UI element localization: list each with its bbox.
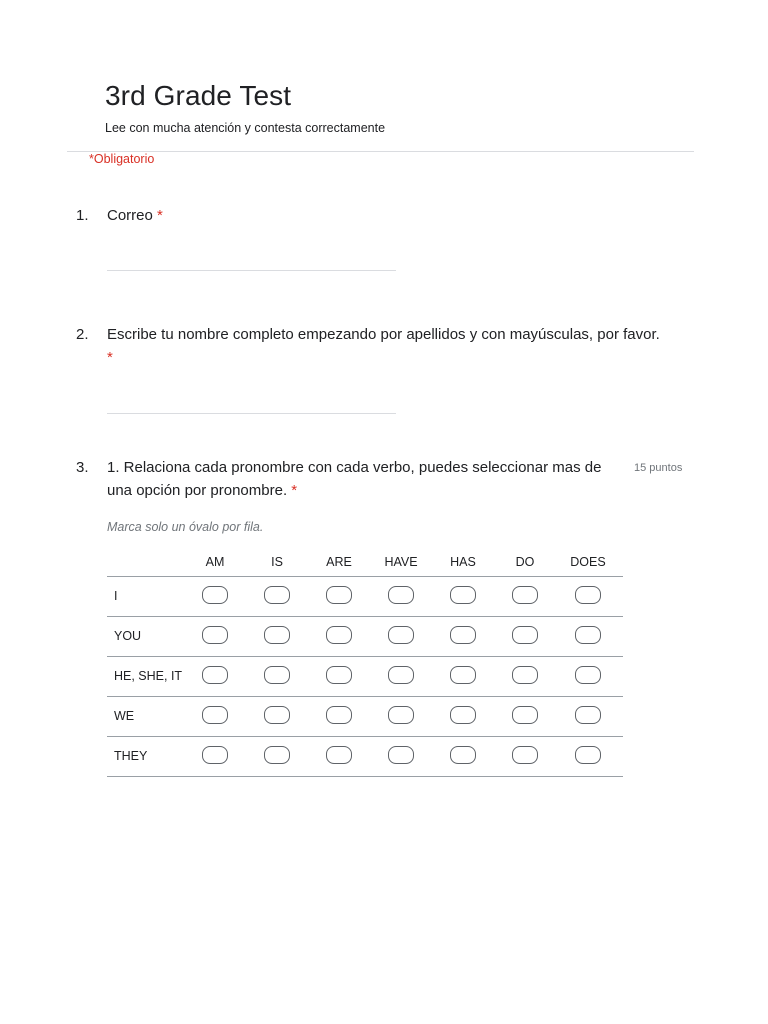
required-note: *Obligatorio (89, 152, 155, 166)
form-description: Lee con mucha atención y contesta correctamente (105, 121, 386, 135)
radio-oval[interactable] (575, 706, 601, 724)
radio-oval[interactable] (264, 666, 290, 684)
question-1-required-mark: * (157, 207, 163, 224)
full-name-answer-line[interactable] (107, 413, 396, 414)
radio-oval[interactable] (450, 706, 476, 724)
grid-row-you (107, 617, 623, 657)
column-header: DO (515, 555, 535, 569)
radio-oval[interactable] (326, 706, 352, 724)
column-header: HAVE (384, 555, 418, 569)
radio-oval[interactable] (388, 706, 414, 724)
radio-oval[interactable] (264, 626, 290, 644)
question-3-number: 3. (76, 459, 89, 476)
question-2-number: 2. (76, 326, 89, 343)
radio-oval[interactable] (388, 626, 414, 644)
question-1-label: Correo (107, 207, 153, 224)
row-label: I (114, 589, 118, 603)
radio-oval[interactable] (264, 706, 290, 724)
radio-oval[interactable] (264, 586, 290, 604)
radio-oval[interactable] (388, 746, 414, 764)
question-2-required-mark: * (107, 349, 113, 366)
radio-oval[interactable] (264, 746, 290, 764)
radio-oval[interactable] (202, 626, 228, 644)
radio-oval[interactable] (575, 746, 601, 764)
column-header: IS (271, 555, 283, 569)
row-label: WE (114, 709, 135, 723)
question-3-text (107, 456, 622, 502)
form-title: 3rd Grade Test (105, 80, 292, 111)
question-3-points: 15 puntos (634, 462, 683, 474)
radio-oval[interactable] (512, 626, 538, 644)
radio-oval[interactable] (450, 626, 476, 644)
radio-oval[interactable] (388, 666, 414, 684)
radio-oval[interactable] (450, 666, 476, 684)
row-label: YOU (114, 629, 142, 643)
question-3-label: 1. Relaciona cada pronombre con cada verbo, puedes seleccionar mas de una opción por pronombre. (107, 459, 602, 499)
column-header: DOES (570, 555, 606, 569)
radio-oval[interactable] (202, 746, 228, 764)
radio-oval[interactable] (326, 626, 352, 644)
question-1-text (107, 204, 163, 227)
question-2-label: Escribe tu nombre completo empezando por apellidos y con mayúsculas, por favor. (107, 326, 660, 343)
grid-row-he-she-it (107, 657, 623, 697)
radio-oval[interactable] (512, 666, 538, 684)
question-1-number: 1. (76, 207, 89, 224)
grid-row-we (107, 697, 623, 737)
row-label: THEY (114, 749, 148, 763)
radio-oval[interactable] (575, 666, 601, 684)
radio-oval[interactable] (450, 586, 476, 604)
email-answer-line[interactable] (107, 270, 396, 271)
radio-oval[interactable] (202, 586, 228, 604)
radio-oval[interactable] (450, 746, 476, 764)
grid-instruction: Marca solo un óvalo por fila. (107, 520, 264, 534)
radio-oval[interactable] (575, 586, 601, 604)
pronoun-verb-grid (107, 548, 623, 777)
grid-header-row (107, 548, 623, 577)
column-header: HAS (450, 555, 476, 569)
radio-oval[interactable] (326, 586, 352, 604)
radio-oval[interactable] (326, 666, 352, 684)
radio-oval[interactable] (202, 666, 228, 684)
radio-oval[interactable] (326, 746, 352, 764)
radio-oval[interactable] (388, 586, 414, 604)
row-label: HE, SHE, IT (114, 669, 183, 683)
column-header: ARE (326, 555, 352, 569)
radio-oval[interactable] (202, 706, 228, 724)
grid-row-i (107, 577, 623, 617)
grid-row-they (107, 737, 623, 777)
question-3-required-mark: * (291, 482, 298, 499)
radio-oval[interactable] (512, 586, 538, 604)
radio-oval[interactable] (512, 746, 538, 764)
header-divider (67, 151, 694, 152)
radio-oval[interactable] (575, 626, 601, 644)
column-header: AM (205, 555, 225, 569)
question-2-text (107, 323, 697, 369)
radio-oval[interactable] (512, 706, 538, 724)
